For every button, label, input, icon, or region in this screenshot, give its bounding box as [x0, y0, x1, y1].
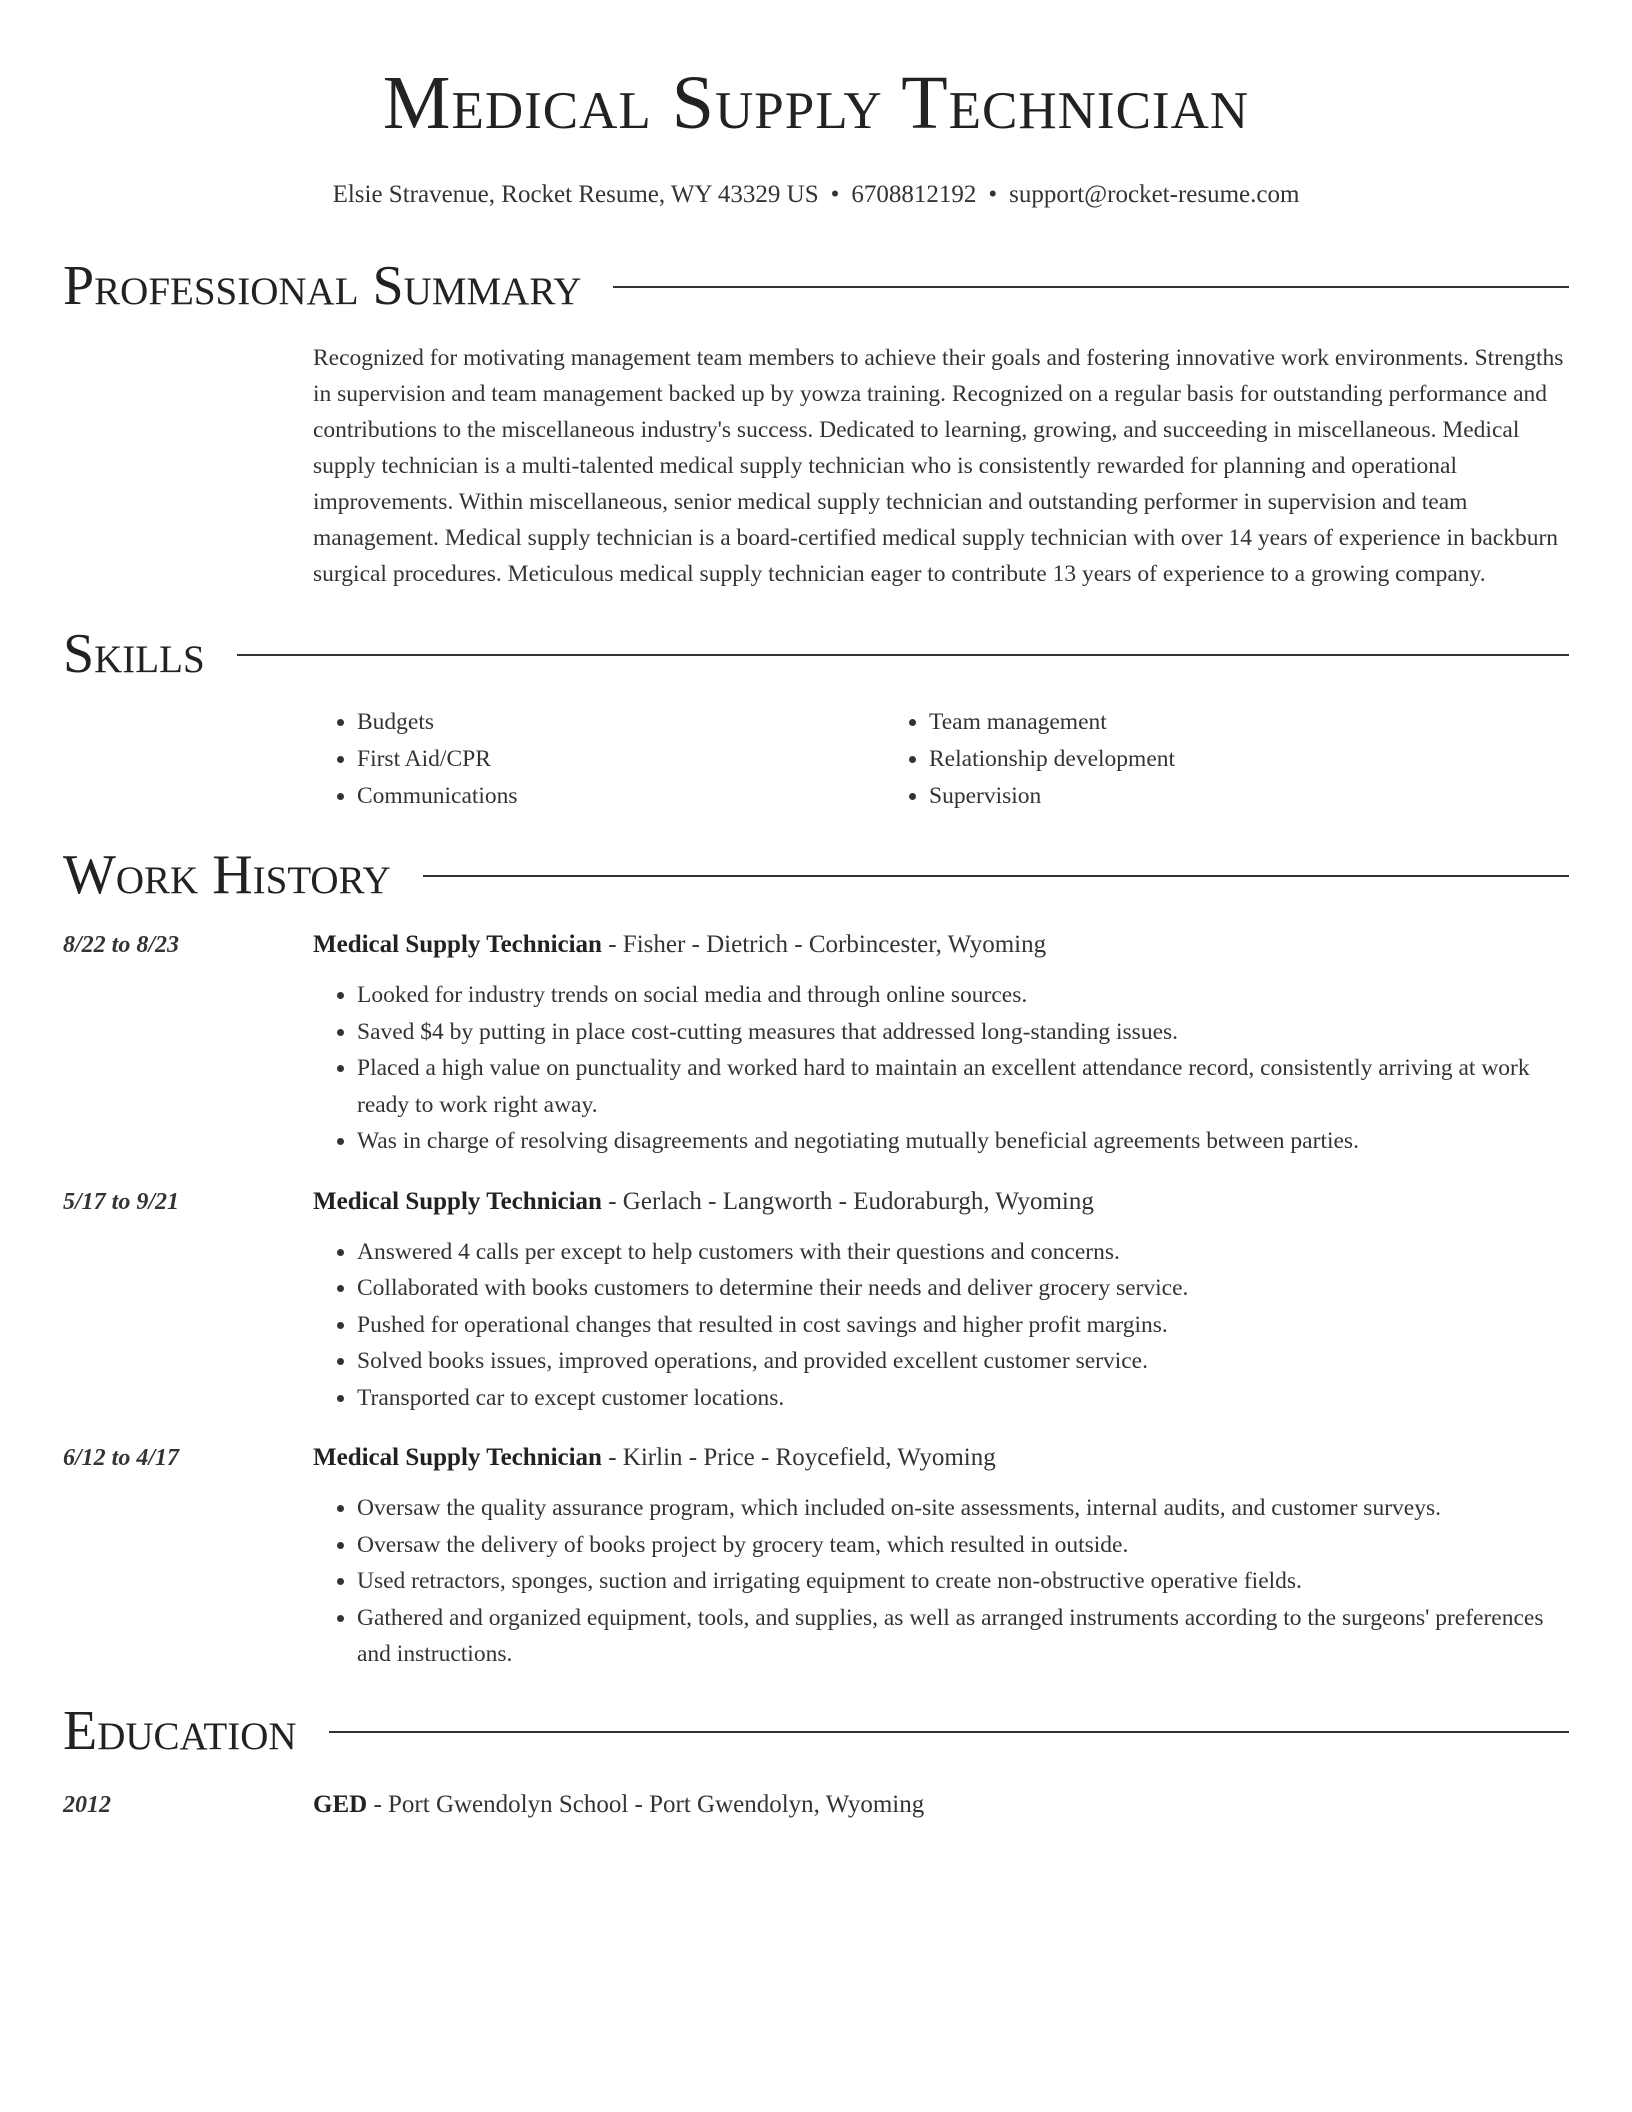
job-title-line: [313, 1440, 1569, 1476]
skill-item: • Relationship development: [929, 741, 1457, 778]
job-bullet: • Gathered and organized equipment, tools, and supplies, as well as arranged instruments according to the surgeons' preferences and instructions.: [357, 1600, 1569, 1673]
job-details: [313, 927, 1569, 1160]
job-details: [313, 1440, 1569, 1673]
education-school: - Port Gwendolyn School - Port Gwendolyn, Wyoming: [367, 1790, 925, 1818]
contact-phone: 6708812192: [851, 181, 977, 208]
job-employer: - Gerlach - Langworth - Eudoraburgh, Wyoming: [601, 1187, 1094, 1215]
section-divider: [423, 875, 1569, 877]
contact-email: support@rocket-resume.com: [1009, 181, 1300, 208]
work-section-heading: [63, 843, 1569, 907]
job-bullet: • Looked for industry trends on social media and through online sources.: [357, 977, 1569, 1014]
education-degree: GED: [313, 1790, 368, 1818]
skill-item: • Budgets: [357, 704, 885, 741]
job-dates: 8/22 to 8/23: [63, 932, 180, 958]
section-divider: [613, 286, 1569, 288]
resume-name: Medical Supply Technician: [382, 61, 1250, 145]
job-bullet: • Placed a high value on punctuality and worked hard to maintain an excellent attendance record, consistently arriving at work ready to work right away.: [357, 1050, 1569, 1123]
job-title-line: [313, 927, 1569, 963]
job-dates: 6/12 to 4/17: [63, 1445, 180, 1471]
work-heading: Work History: [63, 844, 391, 906]
education-year: 2012: [63, 1791, 111, 1818]
skill-item: • Team management: [929, 704, 1457, 741]
job-employer: - Fisher - Dietrich - Corbincester, Wyoming: [601, 931, 1047, 958]
summary-section-heading: [63, 254, 1569, 318]
job-title: Medical Supply Technician: [313, 1444, 602, 1471]
skills-heading: Skills: [63, 623, 205, 685]
job-entry: [63, 927, 1569, 1160]
skill-item: • Communications: [357, 778, 885, 815]
contact-line: [63, 178, 1569, 212]
skill-item: • Supervision: [929, 778, 1457, 815]
job-title: Medical Supply Technician: [313, 1187, 602, 1215]
section-divider: [329, 1731, 1569, 1733]
job-bullet: • Used retractors, sponges, suction and irrigating equipment to create non-obstructive operative fields.: [357, 1563, 1569, 1600]
contact-separator: •: [830, 181, 840, 208]
job-dates: 5/17 to 9/21: [63, 1188, 180, 1215]
job-employer: - Kirlin - Price - Roycefield, Wyoming: [601, 1444, 996, 1471]
job-bullets: [313, 1234, 1569, 1417]
job-bullet: • Oversaw the delivery of books project by grocery team, which resulted in outside.: [357, 1527, 1569, 1564]
contact-separator: •: [988, 181, 998, 208]
skills-column-left: [313, 704, 885, 815]
skills-list: [313, 704, 1569, 815]
education-line: [313, 1787, 1569, 1823]
summary-text: Recognized for motivating management team members to achieve their goals and fostering innovative work environments. Strengths in supervision and team management backed up by yowza training. Recognized on a regular basis for outstanding performance and contributions to the miscellaneous industry's success. Dedicated to learning, growing, and succeeding in miscellaneous. Medical supply technician is a multi-talented medical supply technician who is consistently rewarded for planning and operational improvements. Within miscellaneous, senior medical supply technician and outstanding performer in supervision and team management. Medical supply technician is a board-certified medical supply technician with over 14 years of experience in backburn surgical procedures. Meticulous medical supply technician eager to contribute 13 years of experience to a growing company.: [313, 345, 1564, 587]
job-bullets: [313, 977, 1569, 1160]
job-entry: [63, 1184, 1569, 1417]
skill-item: • First Aid/CPR: [357, 741, 885, 778]
job-bullet: • Oversaw the quality assurance program, which included on-site assessments, internal audits, and customer surveys.: [357, 1490, 1569, 1527]
job-bullet: • Solved books issues, improved operations, and provided excellent customer service.: [357, 1343, 1569, 1380]
education-heading: Education: [63, 1699, 297, 1762]
job-entry: [63, 1440, 1569, 1673]
education-entry: [63, 1787, 1569, 1823]
job-title: Medical Supply Technician: [313, 931, 602, 958]
job-bullet: • Transported car to except customer locations.: [357, 1380, 1569, 1417]
section-divider: [237, 654, 1569, 656]
skills-column-right: [885, 704, 1457, 815]
education-section-heading: [63, 1699, 1569, 1763]
job-bullet: • Was in charge of resolving disagreements and negotiating mutually beneficial agreements between parties.: [357, 1123, 1569, 1160]
contact-address: Elsie Stravenue, Rocket Resume, WY 43329 US: [332, 181, 819, 208]
job-details: [313, 1184, 1569, 1417]
skills-section-heading: [63, 622, 1569, 686]
job-title-line: [313, 1184, 1569, 1220]
job-bullet: • Answered 4 calls per except to help customers with their questions and concerns.: [357, 1234, 1569, 1271]
job-bullet: • Saved $4 by putting in place cost-cutting measures that addressed long-standing issues.: [357, 1014, 1569, 1051]
job-bullet: • Pushed for operational changes that resulted in cost savings and higher profit margins.: [357, 1307, 1569, 1344]
job-bullets: [313, 1490, 1569, 1673]
summary-heading: Professional Summary: [63, 255, 582, 317]
job-bullet: • Collaborated with books customers to determine their needs and deliver grocery service.: [357, 1270, 1569, 1307]
education-details: [313, 1787, 1569, 1823]
